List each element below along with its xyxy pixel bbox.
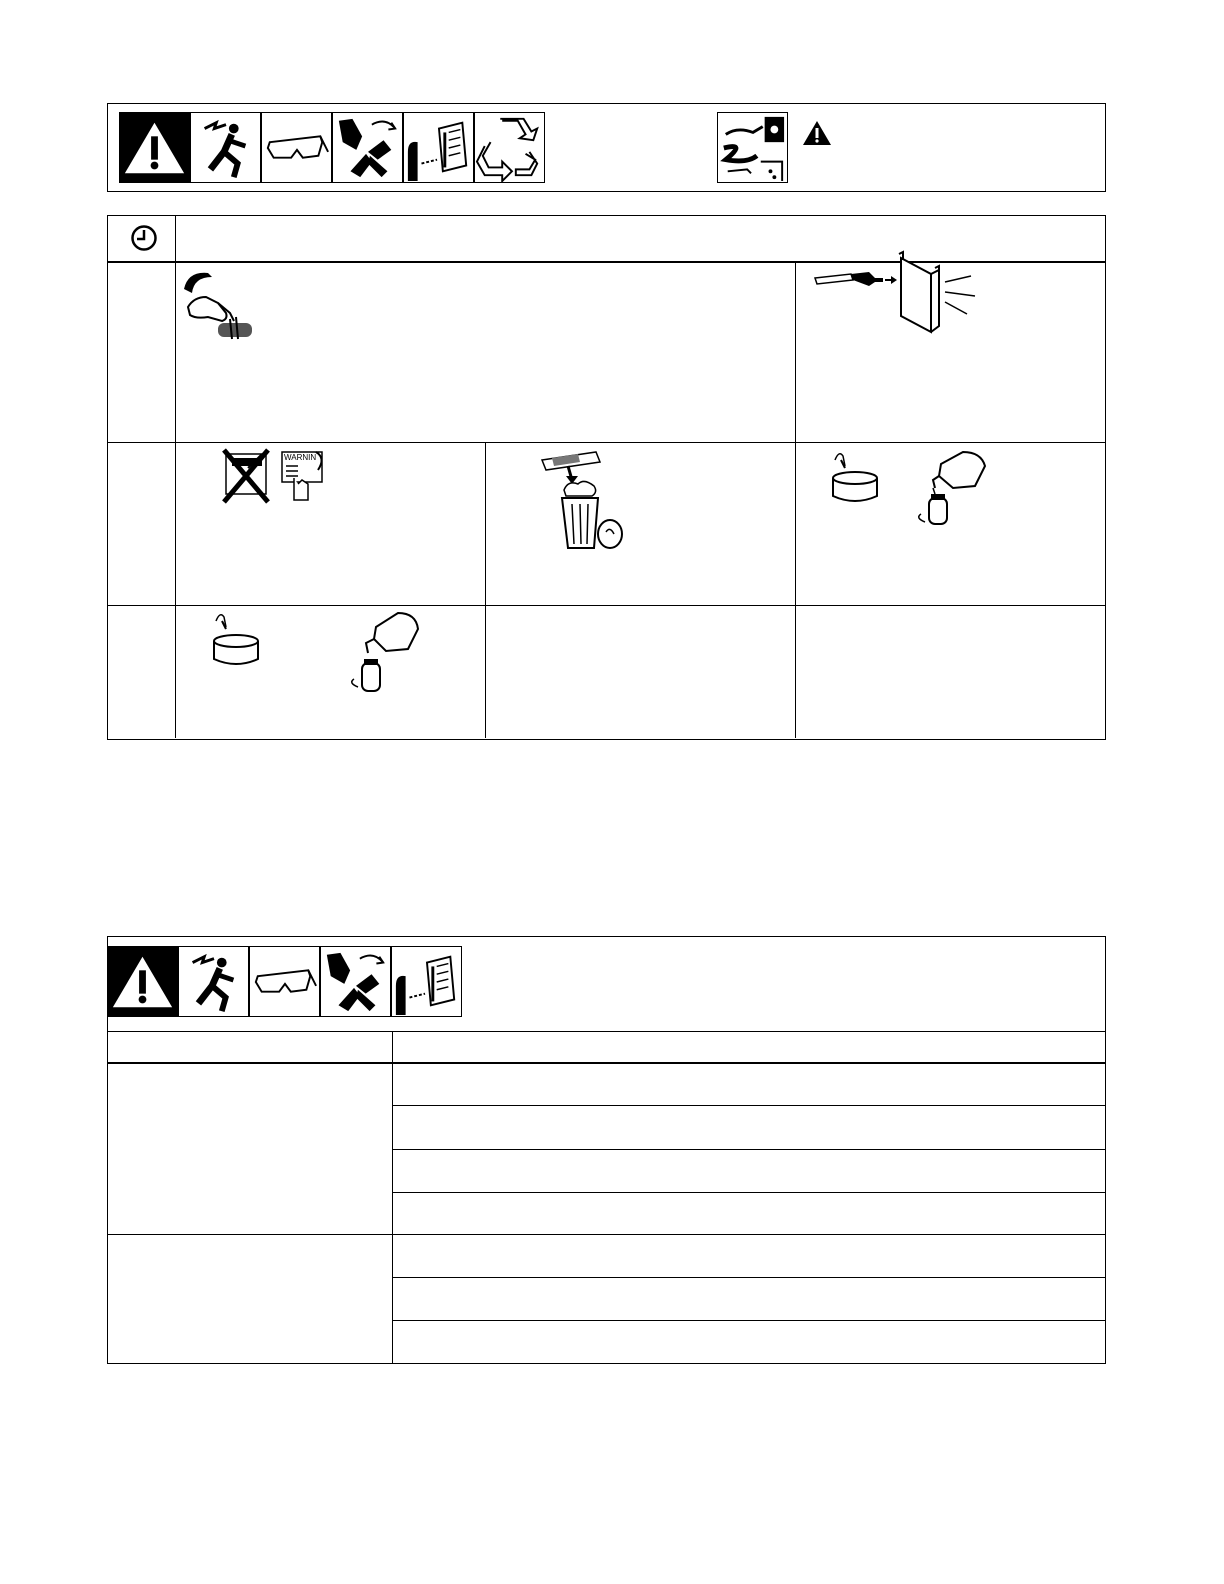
air-blow-unit-icon: [811, 246, 981, 336]
read-manual-icon: [391, 946, 462, 1017]
gun-tip-repair-icon: [178, 267, 256, 345]
troubleshooting-box: [107, 936, 1106, 1364]
electric-shock-icon: [190, 112, 261, 183]
remedy-row-divider: [393, 1105, 1105, 1106]
remedy-cell: [400, 1111, 1100, 1145]
schedule-row-2-cell-1: [176, 444, 484, 604]
table-header-divider: [108, 1062, 1105, 1064]
coolant-pour-icon: [206, 609, 426, 697]
warning-triangle-icon: [107, 946, 178, 1017]
remedy-cell: [400, 1155, 1100, 1189]
safety-glasses-icon: [249, 946, 320, 1017]
remedy-row-divider: [393, 1192, 1105, 1193]
recycle-icon: [474, 112, 545, 183]
cell-divider: [795, 262, 796, 738]
read-manual-icon: [403, 112, 474, 183]
schedule-row-2-cell-3: [797, 444, 1105, 604]
clock-icon: [130, 224, 158, 252]
schedule-row-3-cell-1: [176, 607, 484, 738]
moving-fan-hand-icon: [332, 112, 403, 183]
remedy-row-divider: [393, 1320, 1105, 1321]
hose-disconnect-icon: [717, 112, 788, 183]
remedy-row-divider: [393, 1149, 1105, 1150]
moving-fan-hand-icon: [320, 946, 391, 1017]
table-top-border: [108, 1031, 1105, 1032]
remedy-cell: [400, 1283, 1100, 1317]
row-divider: [108, 442, 1105, 443]
trouble-column-header: [114, 1037, 384, 1057]
schedule-row-3-cell-3: [797, 607, 1105, 738]
discard-trash-icon: [538, 450, 628, 550]
trouble-cell: [114, 1240, 384, 1358]
schedule-row-3-cell-2: [486, 607, 794, 738]
electric-shock-icon: [178, 946, 249, 1017]
schedule-row-1: [176, 263, 794, 441]
remedy-cell: [400, 1069, 1100, 1103]
remedy-cell: [400, 1240, 1100, 1274]
safety-glasses-icon: [261, 112, 332, 183]
remedy-row-divider: [393, 1277, 1105, 1278]
replace-labels-icon: [222, 448, 332, 504]
row-divider: [108, 605, 1105, 606]
coolant-pour-icon: [825, 448, 995, 532]
svg-text:WARNIN: WARNIN: [284, 453, 317, 462]
schedule-row-1-right: [797, 263, 1105, 441]
remedy-cell: [400, 1197, 1100, 1231]
warning-triangle-icon: [119, 112, 190, 183]
group-divider: [108, 1234, 1105, 1235]
maintenance-schedule-table: [107, 215, 1106, 740]
small-warning-triangle-icon: [802, 120, 832, 146]
remedy-column-header: [400, 1037, 1100, 1057]
trouble-column-divider: [392, 1031, 393, 1363]
maintenance-safety-box: [107, 103, 1106, 192]
schedule-row-2-cell-2: [486, 444, 794, 604]
remedy-cell: [400, 1326, 1100, 1360]
trouble-cell: [114, 1069, 384, 1229]
